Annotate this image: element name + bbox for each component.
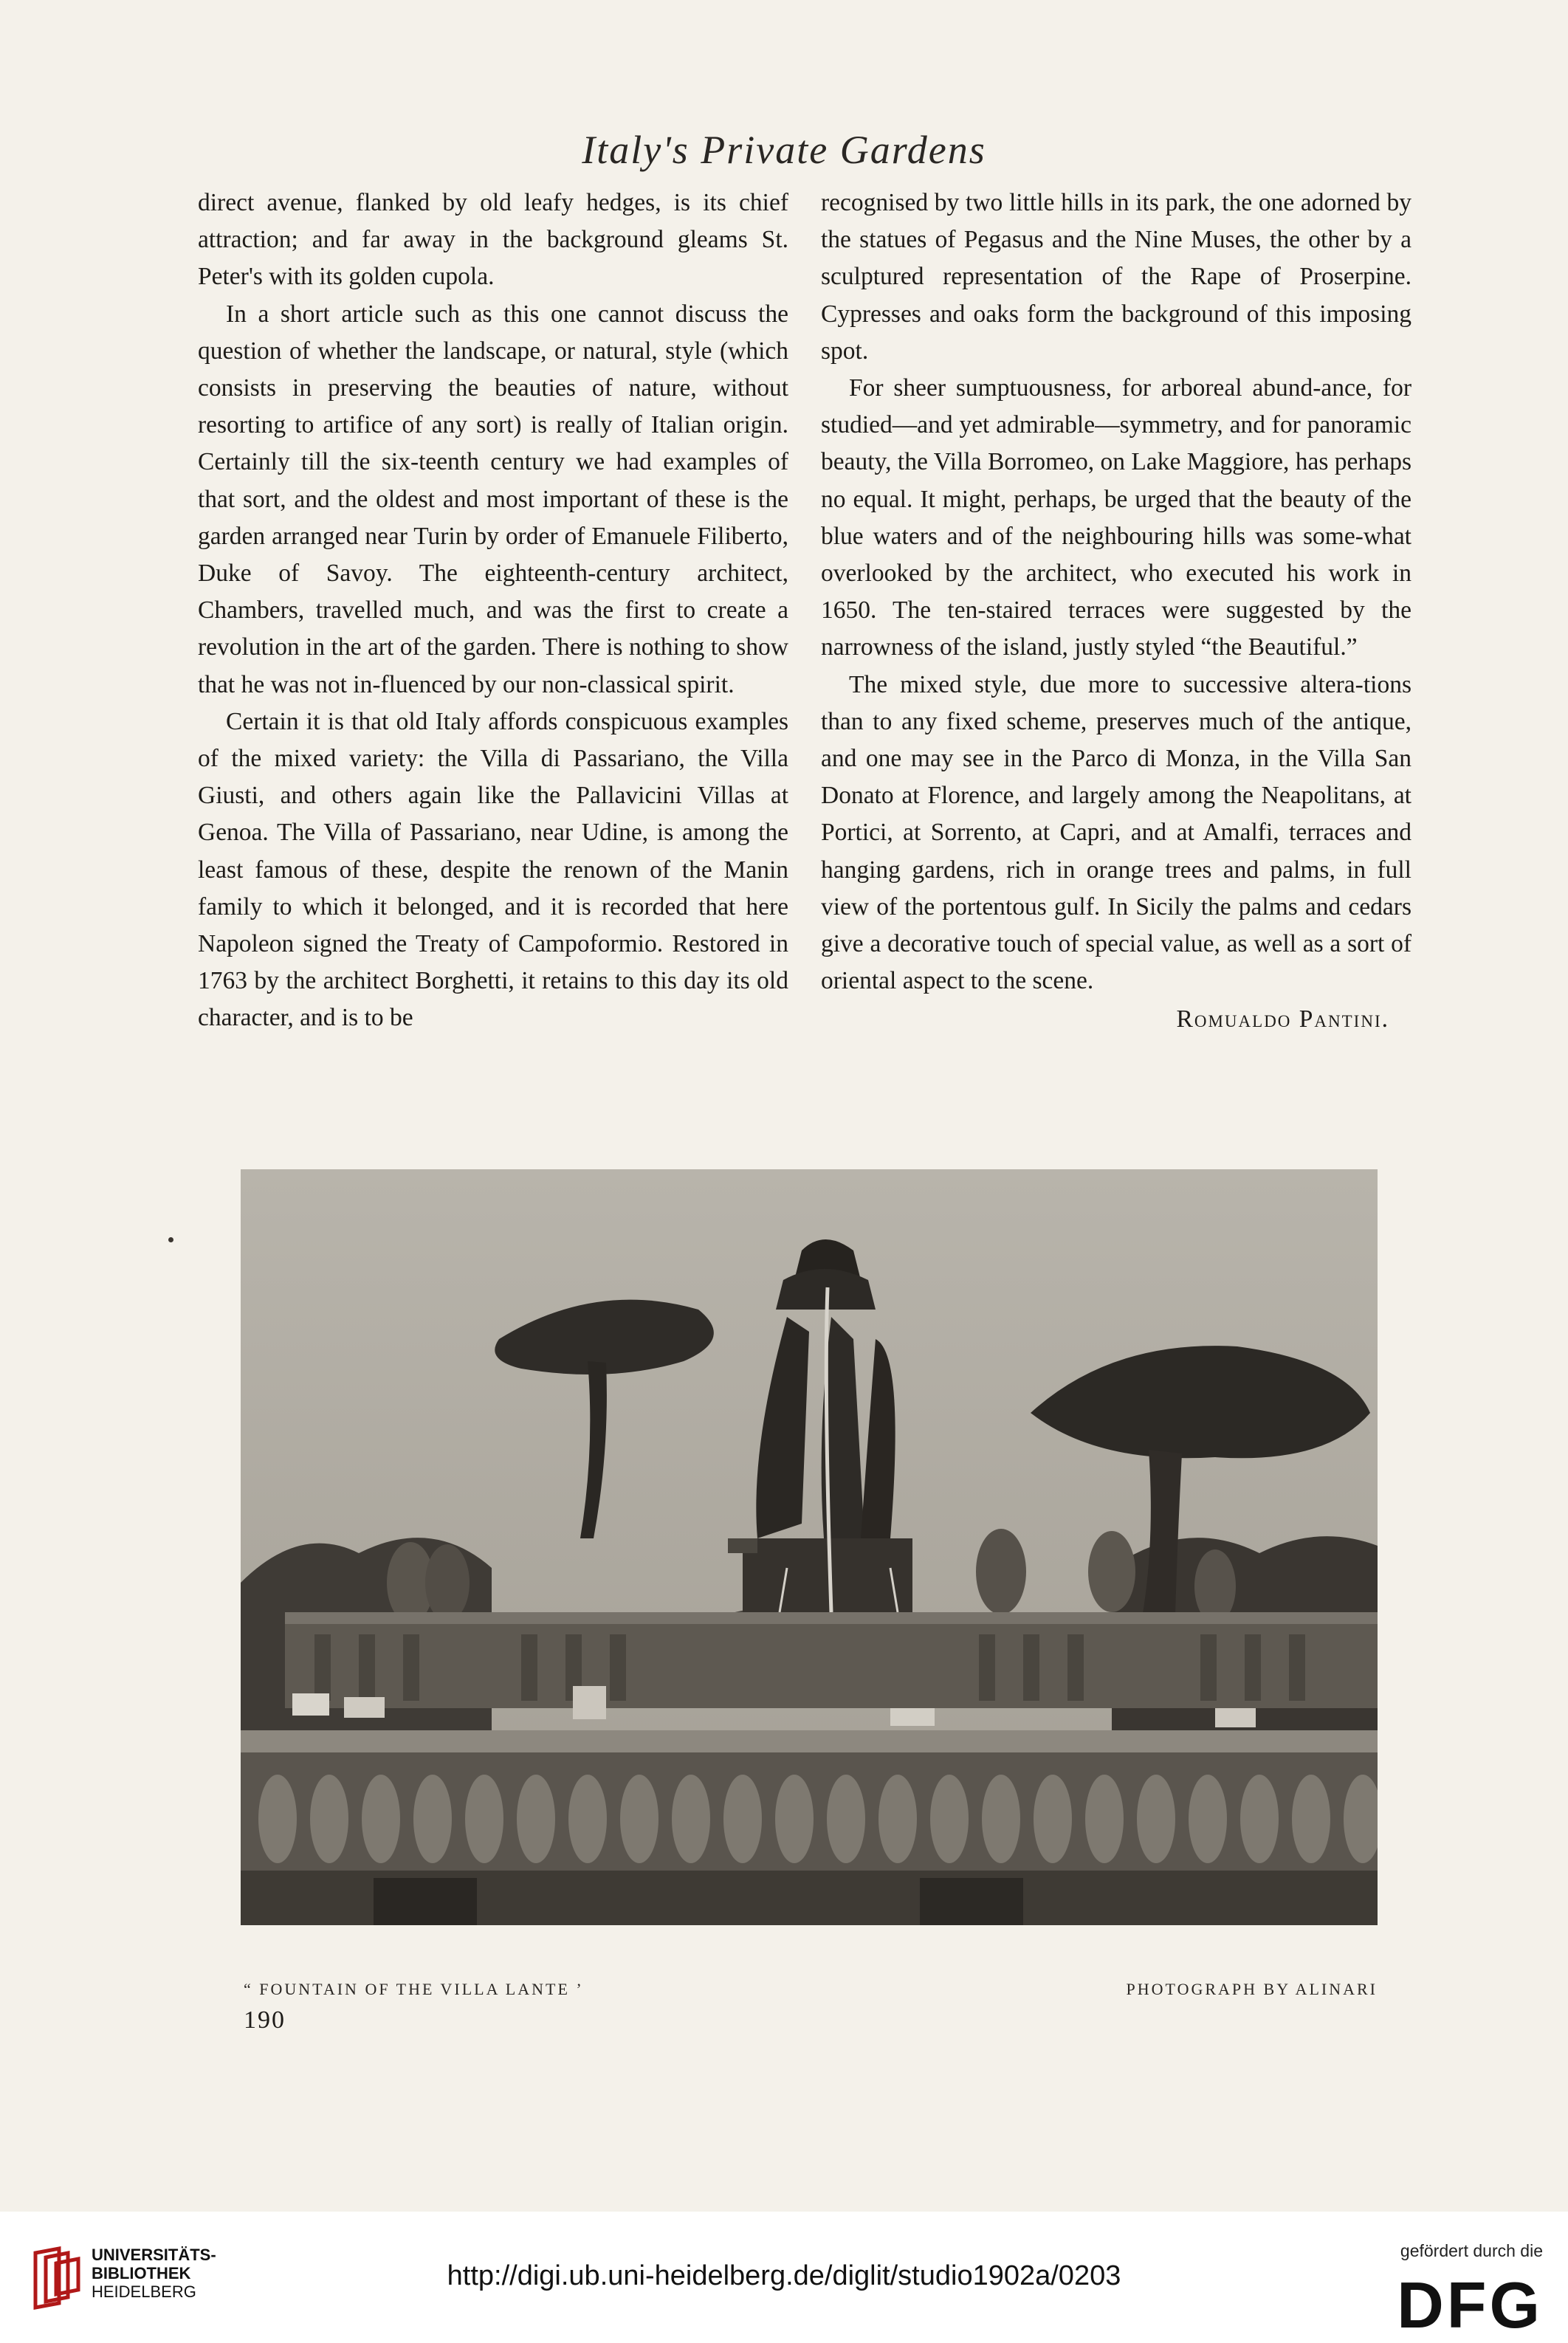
fountain-photograph (241, 1169, 1378, 1925)
running-title: Italy's Private Gardens (582, 128, 986, 172)
paragraph: In a short article such as this one cannot discuss the question of whether the landscape, or natural, style (which consists in preserving the beauties of nature, without resorting to artifice of any sort) is really of Italian origin. Certainly till the six-teenth century we had examples of that sort, and the oldest and most important of these is the garden arranged near Turin by order of Emanuele Filiberto, Duke of Savoy. The eighteenth-century architect, Chambers, travelled much, and was the first to create a revolution in the art of the garden. There is nothing to show that he was not in-fluenced by our non-classical spirit. (198, 300, 788, 698)
digitization-footer (0, 2212, 1568, 2343)
paragraph: For sheer sumptuousness, for arboreal abund-ance, for studied—and yet admirable—symmetry, and for panoramic beauty, the Villa Borromeo, on Lake Maggiore, has perhaps no equal. It might, perhaps, be urged that the beauty of the blue waters and of the neighbouring hills was some-what overlooked by the architect, who executed his work in 1650. The ten-staired terraces were suggested by the narrowness of the island, justly styled “the Beautiful.” (821, 374, 1411, 661)
library-name-line: BIBLIOTHEK (92, 2264, 191, 2282)
paragraph: Certain it is that old Italy affords conspicuous examples of the mixed variety: the Villa di Passariano, the Villa Giusti, and others again like the Pallavicini Villas at Genoa. The Villa of Passariano, near Udine, is among the least famous of these, despite the renown of the Manin family to which it belonged, and it is recorded that here Napoleon signed the Treaty of Campoformio. Restored in 1763 by the architect Borghetti, it retains to this day its old character, and is to be (198, 707, 788, 1032)
right-column (821, 185, 1411, 1039)
funding-note: gefördert durch die (1400, 2241, 1543, 2260)
dfg-logo: DFG (1397, 2268, 1543, 2342)
figure-caption: “ FOUNTAIN OF THE VILLA LANTE ’ (244, 1980, 584, 1998)
fountain-illustration (241, 1169, 1378, 1925)
left-column (198, 185, 788, 1037)
paragraph: direct avenue, flanked by old leafy hedges, is its chief attraction; and far away in the background gleams St. Peter's with its golden cupola. (198, 189, 788, 291)
photo-credit: PHOTOGRAPH BY ALINARI (1126, 1980, 1378, 1998)
paragraph: recognised by two little hills in its park, the one adorned by the statues of Pegasus and the Nine Muses, the other by a sculptured representation of the Rape of Proserpine. Cypresses and oaks form the background of this imposing spot. (821, 189, 1411, 365)
library-name-line: HEIDELBERG (92, 2282, 196, 2301)
author-signature: Romualdo Pantini. (1176, 1005, 1389, 1033)
paragraph: The mixed style, due more to successive altera-tions than to any fixed scheme, preserves much of the antique, and one may see in the Parco di Monza, in the Villa San Donato at Florence, and largely among the Neapolitans, at Portici, at Sorrento, at Capri, and at Amalfi, terraces and hanging gardens, rich in orange trees and palms, in full view of the portentous gulf. In Sicily the palms and cedars give a decorative touch of special value, as well as a sort of oriental aspect to the scene. (821, 670, 1411, 995)
source-url-link[interactable]: http://digi.ub.uni-heidelberg.de/diglit/studio1902a/0203 (447, 2260, 1121, 2291)
page-number: 190 (244, 2006, 286, 2034)
scan-speck (168, 1237, 173, 1242)
library-name-line: UNIVERSITÄTS- (92, 2246, 216, 2264)
